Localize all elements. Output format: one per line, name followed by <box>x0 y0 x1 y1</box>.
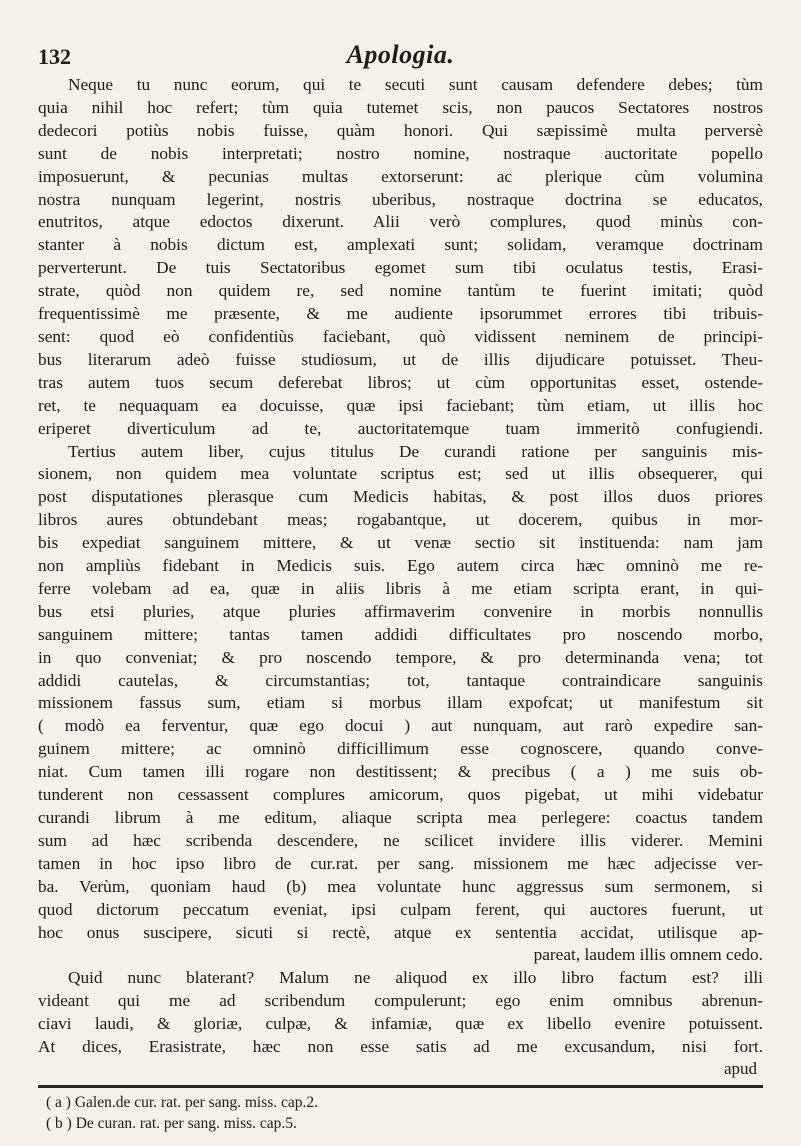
text-line: sanguinem mittere; tantas tamen addidi difficultates pro noscendo morbo, <box>38 624 763 644</box>
text-line: bus literarum adeò fuisse studiosum, ut de illis dijudicare potuisset. Theu- <box>38 349 763 369</box>
text-line: Neque tu nunc eorum, qui te secuti sunt causam defendere debes; tùm <box>68 75 763 94</box>
text-line: sunt de nobis interpretati; nostro nomine, nostraque auctoritate popello <box>38 143 763 163</box>
text-line: At dices, Erasistrate, hæc non esse satis ad me excusandum, nisi fort. <box>38 1037 763 1057</box>
text-line: stanter à nobis dictum est, amplexati sunt; solidam, veramque doctrinam <box>38 235 763 255</box>
footnotes <box>38 1092 763 1134</box>
text-line: Tertius autem liber, cujus titulus De curandi ratione per sanguinis mis- <box>68 441 763 461</box>
text-line: post disputationes plerasque cum Medicis habitas, & post illos duos priores <box>38 487 763 507</box>
text-line: ret, te nequaquam ea docuisse, quæ ipsi faciebant; tùm etiam, ut illis hoc <box>38 395 763 415</box>
footnote-a: ( a ) Galen.de cur. rat. per sang. miss. cap.2. <box>46 1093 319 1111</box>
catchword: apud <box>723 1058 757 1078</box>
text-line: bis expediat sanguinem mittere, & ut venæ sectio sit instituenda: nam jam <box>38 533 763 553</box>
text-line: nostra nunquam legerint, nostris uberibus, nostraque doctrina se educatos, <box>38 189 763 209</box>
text-line: niat. Cum tamen illi rogare non destitissent; & precibus ( a ) me suis ob- <box>38 762 763 782</box>
text-line: dedecori potiùs nobis fuisse, quàm honori. Qui sæpissimè multa perversè <box>38 120 763 140</box>
footnote-b: ( b ) De curan. rat. per sang. miss. cap.5. <box>46 1114 297 1132</box>
text-line: curandi librum à me editum, aliaque scripta mea perlegere: coactus tandem <box>38 808 763 827</box>
text-line: hoc onus suscipere, sicuti si rectè, atque ex sententia accidat, utilisque ap- <box>38 922 763 942</box>
page-number: 132 <box>38 44 71 69</box>
text-line: perverterunt. De tuis Sectatoribus egomet sum tibi oculatus testis, Erasi- <box>38 258 763 278</box>
text-line: ( modò ea ferventur, quæ ego docui ) aut nunquam, aut rarò expedire san- <box>38 716 763 736</box>
text-line: ciavi laudi, & gloriæ, culpæ, & infamiæ, quæ ex libello evenire potuissent. <box>38 1014 763 1034</box>
text-line: eriperet diverticulum ad te, auctoritatemque tuam immeritò confugiendi. <box>38 418 763 438</box>
text-line: sum ad hæc scribenda descendere, ne scilicet invidere illis viderer. Memini <box>38 830 763 850</box>
text-line: in quo conveniat; & pro noscendo tempore, & pro determinanda vena; tot <box>38 647 763 667</box>
text-line: ba. Verùm, quoniam haud (b) mea voluntate hunc aggressus sum sermonem, si <box>38 876 763 896</box>
text-line: quia nihil hoc refert; tùm quia tutemet scis, non paucos Sectatores nostros <box>38 97 763 117</box>
text-line: strate, quòd non quidem re, sed nomine tantùm te fuerint imitati; quòd <box>38 281 763 301</box>
text-line: bus etsi pluries, atque pluries affirmaverim convenire in morbis nonnullis <box>38 601 763 621</box>
text-line: Quid nunc blaterant? Malum ne aliquod ex illo libro factum est? illi <box>68 968 763 988</box>
running-title: Apologia. <box>346 40 455 69</box>
text-line: ferre volebam ad ea, quæ in aliis libris à me etiam scripta erant, in qui- <box>38 578 763 598</box>
text-line: non ampliùs fidebant in Medicis suis. Ego autem circa hæc omninò me re- <box>38 556 763 576</box>
text-line: addidi cautelas, & circumstantias; tot, tantaque contraindicare sanguinis <box>38 670 763 690</box>
text-line: pareat, laudem illis omnem cedo. <box>533 945 763 965</box>
text-line: sionem, non quidem mea voluntate scriptus est; sed ut illis obsequerer, qui <box>38 464 763 484</box>
text-line: libros aures obtundebant meas; rogabantque, ut docerem, quibus in mor- <box>38 510 763 530</box>
page-header <box>38 40 763 70</box>
text-line: imposuerunt, & pecunias multas extorserunt: ac plerique cùm volumina <box>38 166 763 186</box>
footnote-rule <box>38 1085 763 1088</box>
text-line: guinem mittere; ac omninò difficillimum esse cognoscere, quando conve- <box>38 739 763 759</box>
text-line: enutritos, atque edoctos dixerunt. Alii verò complures, quod minùs con- <box>38 212 763 232</box>
text-line: quod dictorum peccatum eveniat, ipsi culpam ferent, qui auctores fuerunt, ut <box>38 899 763 919</box>
text-line: tamen in hoc ipso libro de cur.rat. per sang. missionem me hæc adjecisse ver- <box>38 853 763 873</box>
text-line: frequentissimè me præsente, & me audiente ipsorummet errores tibi tribuis- <box>38 304 763 324</box>
text-line: videant qui me ad scribendum compulerunt; ego enim omnibus abrenun- <box>38 991 763 1011</box>
text-line: tras autem tuos secum deferebat libros; ut cùm opportunitas esset, ostende- <box>38 372 763 392</box>
text-line: sent: quod eò confidentiùs faciebant, quò vidissent neminem de principi- <box>38 326 763 346</box>
text-line: tunderent non cessassent complures amicorum, quos pigebat, ut mihi videbatur <box>38 785 763 805</box>
body-text <box>38 74 763 1059</box>
text-line: missionem fassus sum, etiam si morbus illam expofcat; ut manifestum sit <box>38 693 763 713</box>
